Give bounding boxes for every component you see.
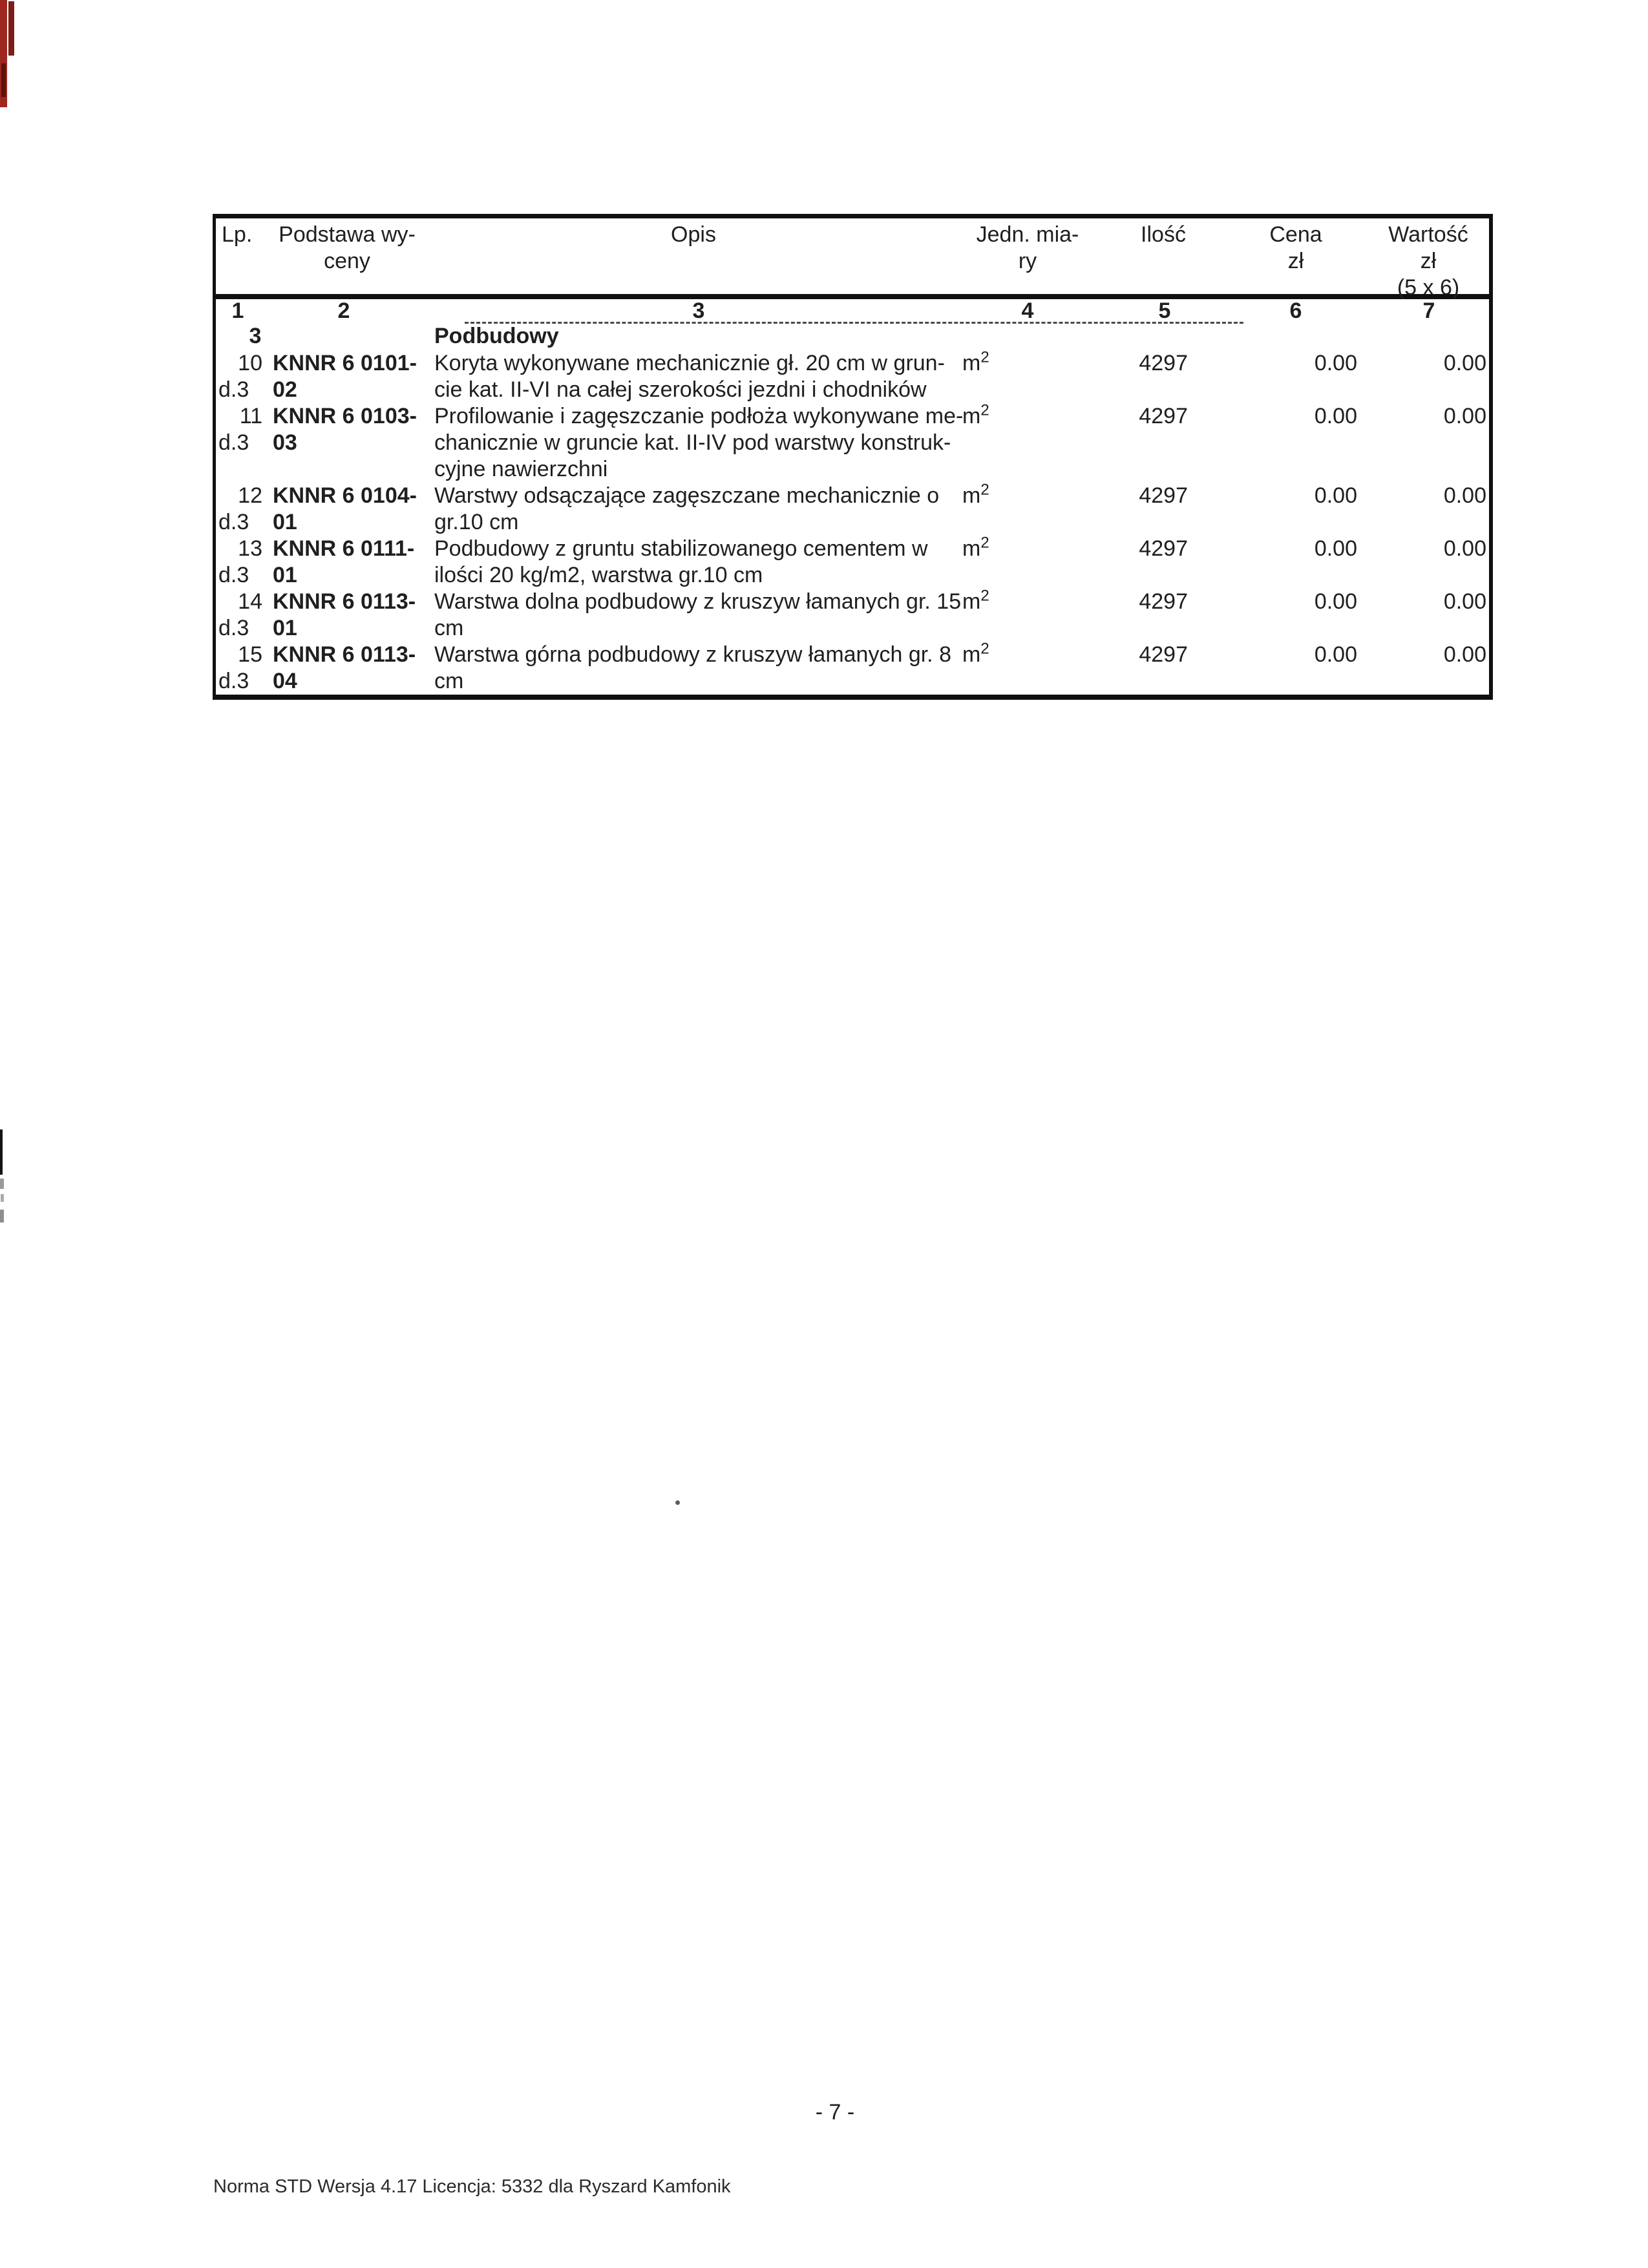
row-value: 0.00 — [1443, 642, 1486, 667]
row-description — [434, 536, 958, 589]
unit-base: m — [962, 536, 981, 561]
unit-base: m — [962, 642, 981, 667]
row-price: 0.00 — [1314, 404, 1357, 428]
row-quantity: 4297 — [1139, 404, 1188, 428]
header-wartosc-line2: zł — [1420, 249, 1437, 273]
unit-exponent: 2 — [980, 534, 989, 552]
row-lp: 12 — [238, 483, 262, 508]
unit-exponent: 2 — [980, 481, 989, 499]
unit-exponent: 2 — [980, 587, 989, 605]
row-code: KNNR 6 0101- — [273, 351, 417, 375]
table-row — [216, 536, 1489, 589]
description-line: Warstwy odsączające zagęszczane mechanicznie o — [434, 483, 940, 508]
header-opis: Opis — [671, 222, 716, 247]
description-line: cm — [434, 669, 464, 693]
row-price: 0.00 — [1314, 536, 1357, 561]
row-code: KNNR 6 0111- — [273, 536, 415, 561]
description-line: cie kat. II-VI na całej szerokości jezdni i chodników — [434, 377, 927, 402]
row-code: KNNR 6 0104- — [273, 483, 417, 508]
row-quantity: 4297 — [1139, 536, 1188, 561]
unit-exponent: 2 — [980, 348, 989, 366]
scan-artifact-speck — [0, 1210, 4, 1223]
unit-base: m — [962, 589, 981, 614]
row-price: 0.00 — [1314, 483, 1357, 508]
description-line: Warstwa górna podbudowy z kruszyw łamanych gr. 8 — [434, 642, 951, 667]
row-code: KNNR 6 0113- — [273, 589, 416, 614]
unit-exponent: 2 — [980, 401, 989, 419]
row-quantity: 4297 — [1139, 483, 1188, 508]
description-line: chanicznie w gruncie kat. II-IV pod warstwy konstruk- — [434, 430, 951, 455]
group-row-podbudowy — [216, 324, 1489, 350]
row-code-suffix: 04 — [273, 669, 297, 693]
column-number-1: 1 — [231, 299, 244, 323]
table-header-row — [216, 218, 1489, 299]
row-description — [434, 350, 958, 403]
row-code-suffix: 01 — [273, 563, 297, 587]
row-code: KNNR 6 0113- — [273, 642, 416, 667]
description-line: Koryta wykonywane mechanicznie gł. 20 cm w grun- — [434, 351, 945, 375]
row-code-suffix: 02 — [273, 377, 297, 402]
header-jedn-line1: Jedn. mia- — [976, 222, 1079, 247]
description-line: Warstwa dolna podbudowy z kruszyw łamanych gr. 15 — [434, 589, 962, 614]
row-description — [434, 483, 958, 536]
row-description — [434, 589, 962, 642]
row-code: KNNR 6 0103- — [273, 404, 417, 428]
row-dept: d.3 — [218, 430, 249, 455]
row-code-suffix: 03 — [273, 430, 297, 455]
row-lp: 10 — [238, 351, 262, 375]
row-value: 0.00 — [1443, 404, 1486, 428]
description-line: gr.10 cm — [434, 510, 519, 534]
column-number-6: 6 — [1289, 299, 1302, 323]
table-row — [216, 403, 1489, 483]
row-dept: d.3 — [218, 616, 249, 640]
row-description — [434, 403, 964, 483]
row-dept: d.3 — [218, 510, 249, 534]
row-lp: 13 — [238, 536, 262, 561]
row-price: 0.00 — [1314, 351, 1357, 375]
row-unit — [962, 483, 989, 509]
row-price: 0.00 — [1314, 589, 1357, 614]
header-cena-line2: zł — [1287, 249, 1304, 273]
row-dept: d.3 — [218, 669, 249, 693]
header-ilosc: Ilość — [1141, 222, 1186, 247]
row-value: 0.00 — [1443, 536, 1486, 561]
scan-artifact-edge-line — [0, 1129, 3, 1175]
row-quantity: 4297 — [1139, 351, 1188, 375]
row-unit — [962, 589, 989, 615]
column-number-3: 3 — [692, 299, 705, 323]
row-quantity: 4297 — [1139, 642, 1188, 667]
header-podstawa-line2: ceny — [324, 249, 370, 273]
scan-artifact-red-mark — [1, 63, 6, 97]
description-line: Profilowanie i zagęszczanie podłoża wykonywane me- — [434, 404, 964, 428]
table-row — [216, 483, 1489, 536]
unit-exponent: 2 — [980, 640, 989, 658]
scan-artifact-red-mark — [8, 1, 14, 56]
header-jedn-line2: ry — [1018, 249, 1037, 273]
page-number: - 7 - — [815, 2100, 855, 2125]
row-dept: d.3 — [218, 377, 249, 402]
column-number-4: 4 — [1021, 299, 1034, 323]
scan-artifact-speck — [1, 1194, 4, 1202]
column-number-7: 7 — [1422, 299, 1435, 323]
row-unit — [962, 350, 989, 377]
row-code-suffix: 01 — [273, 616, 297, 640]
header-podstawa-wyceny — [279, 222, 416, 275]
header-wartosc-line1: Wartość — [1388, 222, 1468, 247]
row-quantity: 4297 — [1139, 589, 1188, 614]
header-cena-line1: Cena — [1269, 222, 1322, 247]
row-lp: 11 — [239, 404, 262, 428]
group-number: 3 — [249, 324, 262, 348]
header-podstawa-line1: Podstawa wy- — [279, 222, 416, 247]
column-number-5: 5 — [1158, 299, 1171, 323]
row-lp: 14 — [238, 589, 262, 614]
row-value: 0.00 — [1443, 351, 1486, 375]
row-dept: d.3 — [218, 563, 249, 587]
unit-base: m — [962, 483, 981, 508]
header-lp: Lp. — [222, 222, 253, 247]
row-lp: 15 — [238, 642, 262, 667]
description-line: Podbudowy z gruntu stabilizowanego cementem w — [434, 536, 928, 561]
cost-estimate-table — [213, 214, 1493, 700]
row-unit — [962, 642, 989, 668]
row-price: 0.00 — [1314, 642, 1357, 667]
header-wartosc — [1388, 222, 1468, 301]
column-number-2: 2 — [337, 299, 350, 323]
header-wartosc-line3: (5 x 6) — [1397, 275, 1460, 300]
unit-base: m — [962, 351, 981, 375]
table-row — [216, 589, 1489, 642]
row-code-suffix: 01 — [273, 510, 297, 534]
header-cena — [1269, 222, 1322, 275]
scan-artifact-dot — [675, 1500, 680, 1505]
row-unit — [962, 403, 989, 430]
unit-base: m — [962, 404, 981, 428]
footer-license-line: Norma STD Wersja 4.17 Licencja: 5332 dla Ryszard Kamfonik — [213, 2176, 731, 2197]
row-unit — [962, 536, 989, 562]
row-description — [434, 642, 958, 695]
description-line: ilości 20 kg/m2, warstwa gr.10 cm — [434, 563, 763, 587]
row-value: 0.00 — [1443, 589, 1486, 614]
header-jedn-miary — [977, 222, 1079, 275]
column-numbers-row — [216, 299, 1489, 324]
table-row — [216, 642, 1489, 695]
group-title: Podbudowy — [434, 324, 559, 348]
scan-artifact-speck — [0, 1179, 4, 1189]
description-line: cyjne nawierzchni — [434, 457, 608, 481]
description-line: cm — [434, 616, 464, 640]
table-row — [216, 350, 1489, 403]
row-value: 0.00 — [1443, 483, 1486, 508]
